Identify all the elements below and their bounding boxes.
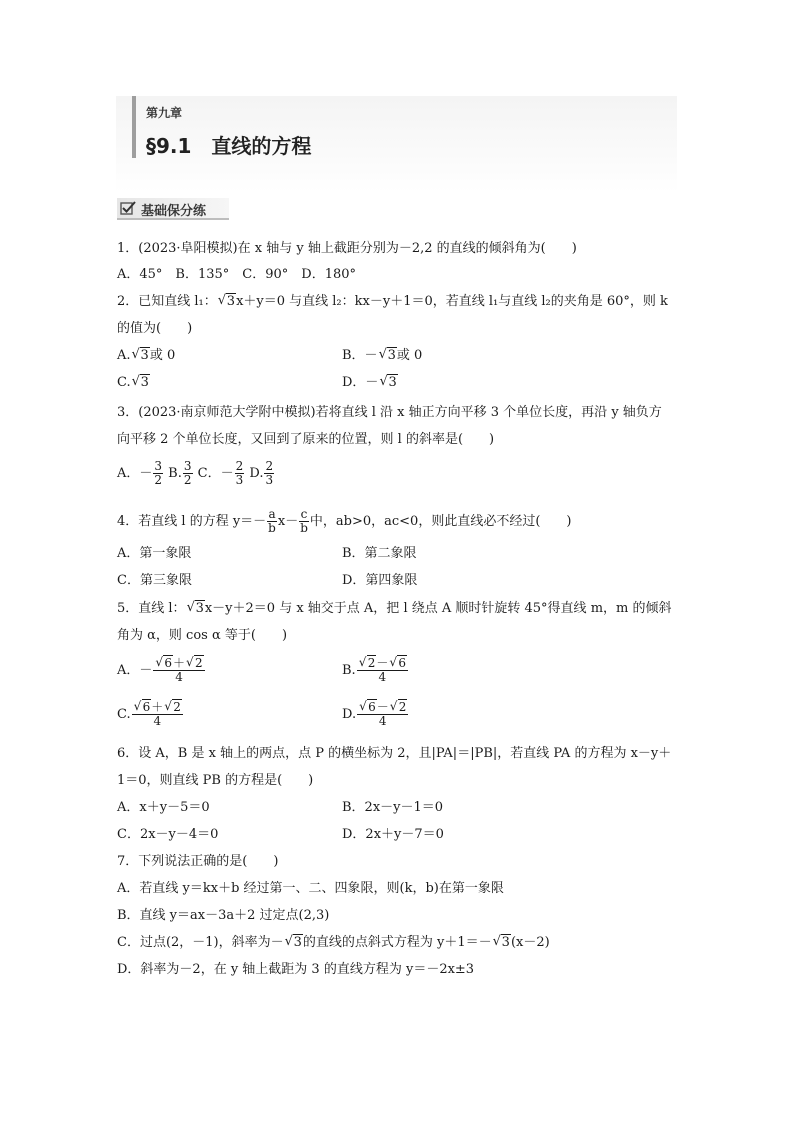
q5-option-d xyxy=(342,701,409,728)
q4-option-a: A．第一象限 xyxy=(117,546,192,561)
radicand: 2 xyxy=(398,700,407,714)
numerator xyxy=(153,657,204,671)
q6-stem-line2: 1＝0，则直线 PB 的方程是( ) xyxy=(117,773,314,788)
practice-tag xyxy=(117,198,229,220)
option-letter: C. xyxy=(117,375,131,390)
q2-stem-a: 2．已知直线 l₁： xyxy=(117,294,217,309)
fraction xyxy=(183,460,193,487)
radicand: 6 xyxy=(368,700,376,714)
option-text: 或 0 xyxy=(149,348,176,363)
option-letter: B. xyxy=(342,663,356,678)
denominator: 4 xyxy=(378,714,387,728)
q5-stem-a: 5．直线 l： xyxy=(117,601,186,616)
q7-option-c-c: (x－2) xyxy=(510,935,550,950)
radicand: 2 xyxy=(173,700,181,714)
option-letter: A. xyxy=(117,348,131,363)
radicand: 2 xyxy=(195,656,203,670)
denominator: 4 xyxy=(153,714,162,728)
radicand: 3 xyxy=(501,935,510,950)
radicand: 6 xyxy=(142,700,151,714)
denominator: 2 xyxy=(183,473,192,487)
denominator: b xyxy=(268,521,276,535)
numerator: 2 xyxy=(235,459,244,473)
q4-option-d: D．第四象限 xyxy=(342,573,418,588)
chapter-label: 第九章 xyxy=(146,106,183,120)
sqrt-sign xyxy=(134,701,152,714)
operator: － xyxy=(376,700,389,714)
option-letter: D. xyxy=(249,466,264,481)
radicand: 3 xyxy=(195,601,204,616)
fraction xyxy=(357,701,408,728)
radicand: 3 xyxy=(140,348,149,363)
option-letter: D．－ xyxy=(342,375,379,390)
q2-option-c xyxy=(117,374,150,392)
q2-option-b xyxy=(342,347,422,365)
sqrt-sign xyxy=(155,657,173,670)
radicand: 3 xyxy=(140,375,149,390)
radicand: 6 xyxy=(164,656,173,670)
header-accent-bar xyxy=(132,96,136,158)
option-letter: C．－ xyxy=(197,466,234,481)
sqrt-sign xyxy=(285,934,303,952)
numerator: c xyxy=(300,507,308,521)
sqrt-sign xyxy=(389,657,407,670)
q3-stem-line1: 3．(2023·南京师范大学附中模拟)若将直线 l 沿 x 轴正方向平移 3 个单位长度，再沿 y 轴负方 xyxy=(117,405,662,420)
operator: ＋ xyxy=(173,656,186,670)
sqrt-sign xyxy=(187,600,205,618)
option-text: 或 0 xyxy=(396,348,423,363)
radicand: 3 xyxy=(293,935,302,950)
numerator: 3 xyxy=(154,459,163,473)
q4-stem-a: 4．若直线 l 的方程 y＝－ xyxy=(117,514,267,529)
radicand: 3 xyxy=(387,348,396,363)
q1-stem: 1．(2023·阜阳模拟)在 x 轴与 y 轴上截距分别为－2,2 的直线的倾斜角为( ) xyxy=(117,241,577,256)
numerator xyxy=(357,701,408,715)
section-title: §9.1 直线的方程 xyxy=(146,134,312,158)
q2-stem-b: x＋y＝0 与直线 l₂：kx－y＋1＝0，若直线 l₁与直线 l₂的夹角是 60°，则 k xyxy=(236,294,668,309)
sqrt-sign xyxy=(493,934,511,952)
fraction xyxy=(132,701,183,728)
sqrt-sign xyxy=(164,701,182,714)
fraction xyxy=(264,460,274,487)
sqrt-sign xyxy=(218,293,236,311)
q2-option-d xyxy=(342,374,398,392)
q6-stem-line1: 6．设 A，B 是 x 轴上的两点，点 P 的横坐标为 2，且|PA|＝|PB|，若直线 PA 的方程为 x－y＋ xyxy=(117,746,672,761)
q7-stem: 7．下列说法正确的是( ) xyxy=(117,854,279,869)
q7-option-c xyxy=(117,934,550,952)
denominator: 4 xyxy=(378,670,387,684)
q6-option-d: D．2x＋y－7＝0 xyxy=(342,827,444,842)
q6-option-c: C．2x－y－4＝0 xyxy=(117,827,219,842)
q4-stem xyxy=(117,508,571,535)
numerator: a xyxy=(268,507,276,521)
numerator: 2 xyxy=(265,459,274,473)
option-letter: A．－ xyxy=(117,663,153,678)
option-letter: B．－ xyxy=(342,348,378,363)
fraction xyxy=(235,460,245,487)
sqrt-sign xyxy=(132,374,150,392)
option-letter: D. xyxy=(342,707,357,722)
operator: － xyxy=(376,656,389,670)
option-letter: A．－ xyxy=(117,466,153,481)
practice-label: 基础保分练 xyxy=(141,204,207,219)
sqrt-sign xyxy=(132,347,150,365)
denominator: 3 xyxy=(235,473,244,487)
sqrt-sign xyxy=(379,374,397,392)
q5-stem-b: x－y＋2＝0 与 x 轴交于点 A，把 l 绕点 A 顺时针旋转 45°得直线 m，m 的倾斜 xyxy=(204,601,672,616)
fraction xyxy=(299,508,309,535)
q7-option-c-b: 的直线的点斜式方程为 y＋1＝－ xyxy=(302,935,492,950)
sqrt-sign xyxy=(379,347,397,365)
q6-option-a: A．x＋y－5＝0 xyxy=(117,800,210,815)
fraction xyxy=(357,657,408,684)
radicand: 2 xyxy=(367,656,376,670)
q3-stem-line2: 向平移 2 个单位长度，又回到了原来的位置，则 l 的斜率是( ) xyxy=(117,432,495,447)
sqrt-sign xyxy=(390,701,408,714)
sqrt-sign xyxy=(186,657,204,670)
q4-stem-b: x－ xyxy=(277,514,299,529)
numerator: 3 xyxy=(183,459,192,473)
q2-radicand: 3 xyxy=(226,294,236,309)
sqrt-sign xyxy=(359,657,377,670)
q2-stem-line1 xyxy=(117,293,668,311)
numerator xyxy=(132,701,183,715)
denominator: 3 xyxy=(265,473,274,487)
q3-options xyxy=(117,460,275,487)
operator: ＋ xyxy=(151,700,164,714)
q5-option-c xyxy=(117,701,184,728)
sqrt-sign xyxy=(359,701,377,714)
denominator: 4 xyxy=(175,670,183,684)
radicand: 3 xyxy=(388,375,397,390)
q4-option-b: B．第二象限 xyxy=(342,546,417,561)
q6-option-b: B．2x－y－1＝0 xyxy=(342,800,444,815)
checkbox-check-icon xyxy=(120,200,136,216)
denominator: 2 xyxy=(154,473,163,487)
q2-option-a xyxy=(117,347,175,365)
q7-option-b: B．直线 y＝ax－3a＋2 过定点(2,3) xyxy=(117,908,330,923)
q4-stem-c: 中，ab>0，ac<0，则此直线必不经过( ) xyxy=(309,514,572,529)
fraction xyxy=(153,460,163,487)
option-letter: B. xyxy=(168,466,182,481)
q7-option-a: A．若直线 y＝kx＋b 经过第一、二、四象限，则(k，b)在第一象限 xyxy=(117,881,504,896)
q5-option-a xyxy=(117,657,206,684)
q5-stem-line2: 角为 α，则 cos α 等于( ) xyxy=(117,628,288,643)
option-letter: C. xyxy=(117,707,131,722)
denominator: b xyxy=(300,521,308,535)
q2-stem-line2: 的值为( ) xyxy=(117,321,193,336)
q5-stem-line1 xyxy=(117,600,671,618)
q4-option-c: C．第三象限 xyxy=(117,573,192,588)
fraction xyxy=(267,508,277,535)
q7-option-c-a: C．过点(2，－1)，斜率为－ xyxy=(117,935,284,950)
fraction xyxy=(153,657,204,684)
numerator xyxy=(357,657,408,671)
radicand: 6 xyxy=(398,656,406,670)
q1-options: A．45° B．135° C．90° D．180° xyxy=(117,267,357,282)
q5-option-b xyxy=(342,657,409,684)
q7-option-d: D．斜率为－2，在 y 轴上截距为 3 的直线方程为 y＝－2x±3 xyxy=(117,962,475,977)
